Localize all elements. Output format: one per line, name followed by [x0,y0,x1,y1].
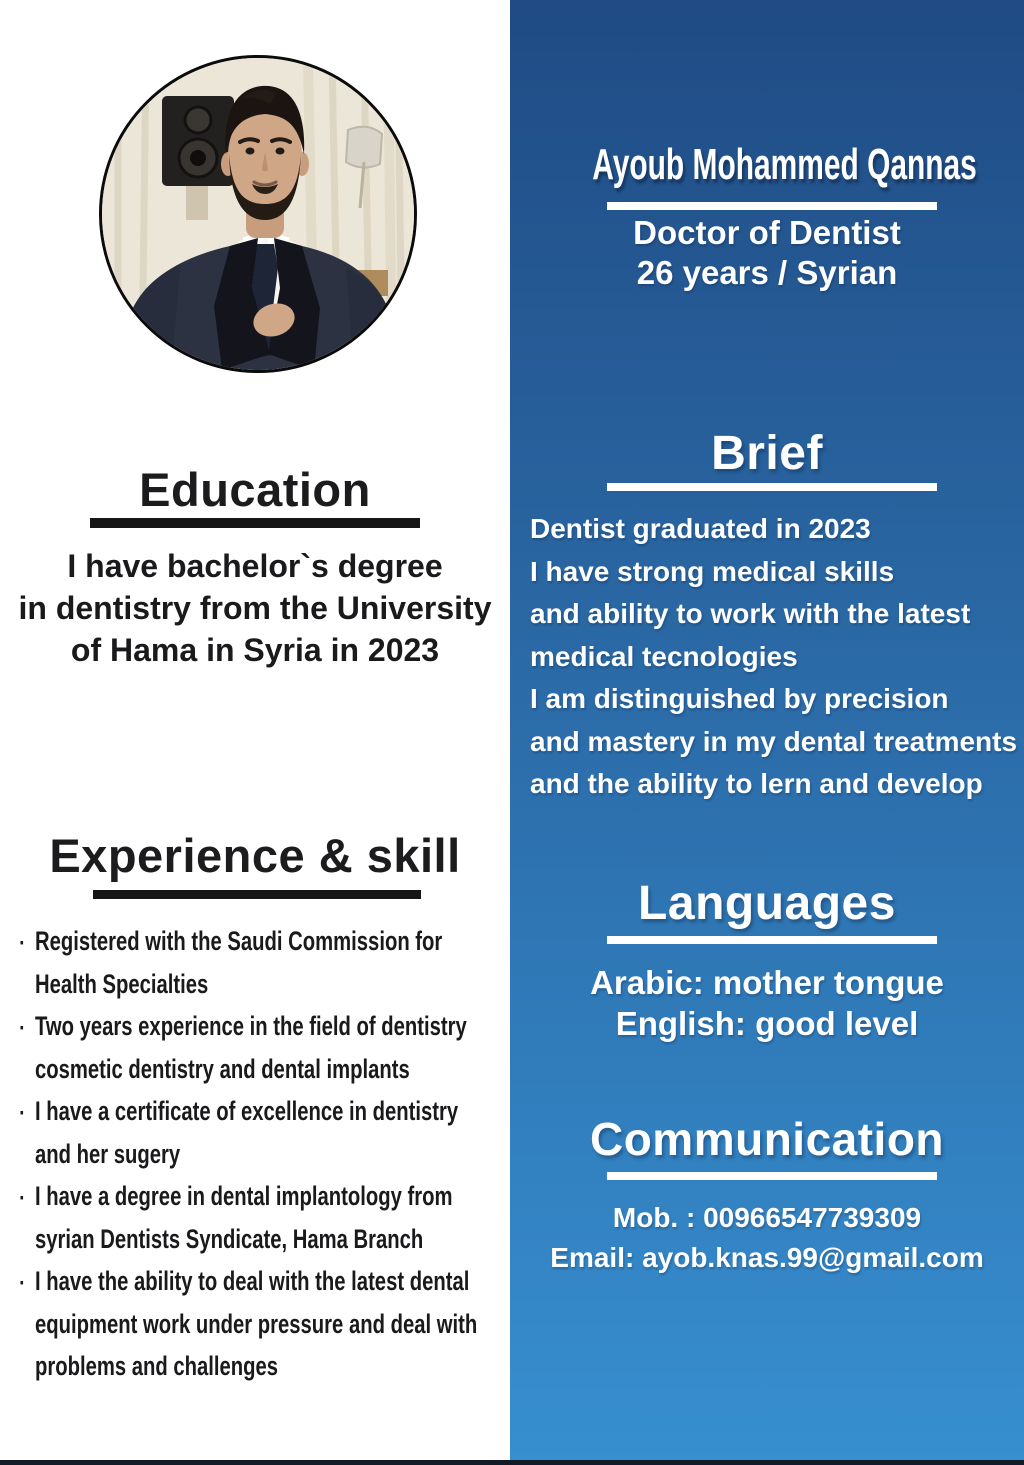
brief-line: and mastery in my dental treatments [530,725,1018,757]
experience-bullet-text: syrian Dentists Syndicate, Hama Branch [35,1224,424,1254]
communication-title-underline [607,1172,937,1180]
brief-title-underline [607,483,937,491]
experience-bullet-line [20,920,515,963]
experience-title: Experience & skill [49,829,461,882]
experience-bullet-text: cosmetic dentistry and dental implants [35,1054,410,1084]
languages-title-underline [607,936,937,944]
experience-bullet-text: Health Specialties [35,969,209,999]
brief-line: medical tecnologies [530,640,798,672]
experience-bullet-text: I have the ability to deal with the latest dental [35,1266,470,1296]
experience-bullet-text: problems and challenges [35,1351,279,1381]
experience-bullet-line [20,1260,515,1303]
experience-bullet-line [20,1303,515,1345]
education-paragraph [0,545,510,671]
experience-bullet-line [20,1005,515,1048]
brief-line: I am distinguished by precision [530,683,949,714]
brief-line: and the ability to lern and develop [530,768,983,799]
experience-bullet-line [20,1133,515,1175]
contact-line: Mob. : 00966547739309 [612,1202,922,1233]
experience-bullet-line [20,1345,515,1387]
subtitle-line: 26 years / Syrian [636,254,898,291]
name-underline [607,202,937,210]
right-panel [510,0,1024,1465]
page-bottom-edge [0,1460,1024,1465]
brief-line: I have strong medical skills [530,555,895,587]
person-name: Ayoub Mohammed Qannas [592,140,977,189]
experience-bullet-line [20,1048,515,1090]
language-line: Arabic: mother tongue [590,964,944,1001]
bullet-square-icon: ▪ [20,1189,24,1205]
bullet-square-icon: ▪ [20,1019,24,1035]
experience-bullet-text: and her sugery [35,1139,181,1169]
experience-bullet-text: Two years experience in the field of dentistry [35,1011,467,1041]
education-title-underline [90,518,420,528]
experience-bullet-list [20,920,515,1387]
experience-title-underline [93,890,421,899]
education-line: in dentistry from the University [18,590,492,626]
person-subtitle [510,213,1024,293]
experience-bullet-text: Registered with the Saudi Commission for [35,926,443,956]
brief-line: and ability to work with the latest [530,598,971,629]
subtitle-line: Doctor of Dentist [633,214,901,251]
experience-bullet-text: I have a degree in dental implantology from [35,1181,453,1211]
experience-bullet-line [20,1090,515,1133]
language-line: English: good level [615,1005,919,1042]
experience-bullet-line [20,1218,515,1260]
languages-list [510,962,1024,1044]
brief-paragraph [530,508,1024,806]
education-line: of Hama in Syria in 2023 [70,632,440,668]
experience-bullet-text: equipment work under pressure and deal with [35,1309,478,1339]
bullet-square-icon: ▪ [20,1104,24,1120]
portrait-illustration [102,58,414,370]
communication-list [510,1198,1024,1278]
contact-line: Email: ayob.knas.99@gmail.com [550,1242,984,1273]
communication-title: Communication [589,1113,945,1165]
profile-photo [99,55,417,373]
experience-bullet-line [20,963,515,1005]
brief-title: Brief [711,427,823,480]
languages-title: Languages [638,877,896,930]
education-title: Education [139,463,371,516]
education-line: I have bachelor`s degree [67,548,443,584]
bullet-square-icon: ▪ [20,934,24,950]
experience-bullet-line [20,1175,515,1218]
bullet-square-icon: ▪ [20,1274,24,1290]
experience-bullet-text: I have a certificate of excellence in dentistry [35,1096,459,1126]
brief-line: Dentist graduated in 2023 [530,513,871,544]
